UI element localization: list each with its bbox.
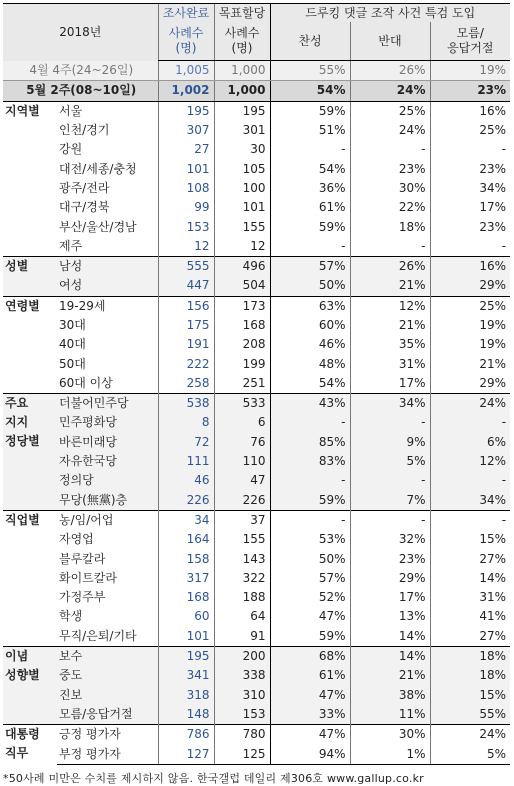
sample-count: 127 xyxy=(158,744,214,764)
target-count: 199 xyxy=(214,354,270,373)
table-row xyxy=(3,256,510,276)
no-pct: - xyxy=(350,413,430,432)
no-pct: 32% xyxy=(350,530,430,549)
table-row xyxy=(3,452,510,471)
subgroup-label: 50대 xyxy=(59,356,86,371)
yes-pct: 33% xyxy=(270,705,350,725)
subgroup-label: 바른미래당 xyxy=(57,433,158,452)
results-table xyxy=(3,3,510,765)
no-pct: 21% xyxy=(350,276,430,296)
subgroup-label: 긍정 평가자 xyxy=(57,725,158,745)
table-row xyxy=(3,646,510,666)
no-pct: - xyxy=(350,510,430,530)
target-count: 251 xyxy=(214,374,270,394)
subgroup-label: 보수 xyxy=(57,646,158,666)
dk-pct: 29% xyxy=(430,374,510,394)
dk-pct: 29% xyxy=(430,276,510,296)
row-label: 4월 4주(24~26일) xyxy=(3,61,158,81)
dk-pct: 24% xyxy=(430,725,510,745)
dk-pct: 18% xyxy=(430,666,510,685)
table-row xyxy=(3,335,510,354)
subgroup-label: 대구/경북 xyxy=(59,200,110,215)
group-label: 지역별 xyxy=(5,103,40,118)
sample-count: 153 xyxy=(158,217,214,236)
no-pct: - xyxy=(350,140,430,159)
no-pct: 17% xyxy=(350,588,430,607)
yes-pct: 57% xyxy=(270,569,350,588)
group-label: 대통령 직무 xyxy=(3,725,57,765)
period-header: 2018년 xyxy=(3,4,158,61)
no-pct: 31% xyxy=(350,354,430,373)
yes-pct: 55% xyxy=(270,61,350,81)
subgroup-label: 40대 xyxy=(59,337,86,352)
yes-pct: 94% xyxy=(270,744,350,764)
current-wave-row xyxy=(3,81,510,101)
no-pct: 22% xyxy=(350,198,430,217)
sample-count: 318 xyxy=(158,686,214,705)
sample-count: 60 xyxy=(158,607,214,626)
footnote: *50사례 미만은 수치를 제시하지 않음. 한국갤럽 데일리 제306호 www.gallup.co.kr xyxy=(3,771,424,785)
dk-pct: 19% xyxy=(430,61,510,81)
dk-pct: - xyxy=(430,510,510,530)
sample-count: 307 xyxy=(158,121,214,140)
dk-pct: 34% xyxy=(430,491,510,511)
subgroup-label: 남성 xyxy=(57,256,158,276)
dk-pct: 23% xyxy=(430,159,510,178)
yes-pct: 53% xyxy=(270,530,350,549)
yes-pct: 61% xyxy=(270,198,350,217)
no-pct: 34% xyxy=(350,394,430,414)
yes-pct: - xyxy=(270,471,350,490)
dk-pct: 23% xyxy=(430,81,510,101)
yes-pct: 48% xyxy=(270,354,350,373)
table-row xyxy=(3,627,510,647)
target-count: 496 xyxy=(214,256,270,276)
table-row xyxy=(3,666,510,685)
target-count: 6 xyxy=(214,413,270,432)
subgroup-label: 화이트칼라 xyxy=(59,570,117,585)
yes-pct: 57% xyxy=(270,256,350,276)
dk-pct: 19% xyxy=(430,335,510,354)
table-row xyxy=(3,510,510,530)
target-count: 208 xyxy=(214,335,270,354)
subgroup-label: 부정 평가자 xyxy=(57,744,158,764)
table-row xyxy=(3,686,510,705)
table-row xyxy=(3,413,510,432)
no-pct: - xyxy=(350,471,430,490)
sample-count: 8 xyxy=(158,413,214,432)
dk-pct: 15% xyxy=(430,686,510,705)
group-label: 연령별 xyxy=(3,296,57,393)
sample-count: 148 xyxy=(158,705,214,725)
table-row xyxy=(3,217,510,236)
subgroup-label: 60대 이상 xyxy=(59,375,113,390)
subgroup-label: 30대 xyxy=(59,318,86,332)
yes-pct: 50% xyxy=(270,276,350,296)
target-count: 155 xyxy=(214,530,270,549)
sample-count: 101 xyxy=(158,159,214,178)
dk-pct: 25% xyxy=(430,296,510,316)
no-pct: 21% xyxy=(350,666,430,685)
table-row xyxy=(3,296,510,316)
target-header-bottom: 사례수 (명) xyxy=(214,22,270,61)
table-row xyxy=(3,316,510,335)
no-pct: 38% xyxy=(350,686,430,705)
subgroup-label: 진보 xyxy=(57,686,158,705)
target-count: 125 xyxy=(214,744,270,764)
sample-count: 46 xyxy=(158,471,214,490)
yes-pct: 59% xyxy=(270,491,350,511)
table-row xyxy=(3,374,510,394)
subgroup-label: 대전/세종/충청 xyxy=(59,161,137,176)
subgroup-label: 더불어민주당 xyxy=(57,394,158,414)
subgroup-label: 자유한국당 xyxy=(57,452,158,471)
target-count: 301 xyxy=(214,121,270,140)
no-pct: 26% xyxy=(350,256,430,276)
no-header: 반대 xyxy=(350,22,430,61)
subgroup-label: 19-29세 xyxy=(57,296,158,316)
sample-count: 222 xyxy=(158,354,214,373)
no-pct: 13% xyxy=(350,607,430,626)
results-table-container xyxy=(3,3,510,786)
sample-count: 168 xyxy=(158,588,214,607)
no-pct: 14% xyxy=(350,646,430,666)
yes-pct: - xyxy=(270,413,350,432)
target-count: 195 xyxy=(214,101,270,121)
subgroup-label: 모름/응답거절 xyxy=(57,705,158,725)
yes-pct: 54% xyxy=(270,159,350,178)
yes-pct: 59% xyxy=(270,217,350,236)
dk-pct: 5% xyxy=(430,744,510,764)
yes-pct: 59% xyxy=(270,627,350,647)
no-pct: - xyxy=(350,237,430,257)
no-pct: 7% xyxy=(350,491,430,511)
table-row xyxy=(3,354,510,373)
yes-pct: 51% xyxy=(270,121,350,140)
sample-count: 317 xyxy=(158,569,214,588)
target-count: 1,000 xyxy=(214,61,270,81)
dk-header: 모름/ 응답거절 xyxy=(430,22,510,61)
sample-count: 99 xyxy=(158,198,214,217)
yes-pct: 83% xyxy=(270,452,350,471)
dk-pct: 24% xyxy=(430,394,510,414)
target-count: 47 xyxy=(214,471,270,490)
sample-count: 786 xyxy=(158,725,214,745)
subgroup-label: 무직/은퇴/기타 xyxy=(59,628,137,643)
subgroup-label: 자영업 xyxy=(59,532,94,547)
target-count: 110 xyxy=(214,452,270,471)
target-count: 37 xyxy=(214,510,270,530)
subgroup-label: 인천/경기 xyxy=(59,123,110,138)
target-count: 168 xyxy=(214,316,270,335)
target-count: 91 xyxy=(214,627,270,647)
target-count: 780 xyxy=(214,725,270,745)
target-count: 226 xyxy=(214,491,270,511)
dk-pct: 12% xyxy=(430,452,510,471)
no-pct: 18% xyxy=(350,217,430,236)
no-pct: 17% xyxy=(350,374,430,394)
table-row xyxy=(3,530,510,549)
no-pct: 11% xyxy=(350,705,430,725)
previous-wave-row xyxy=(3,61,510,81)
yes-pct: 47% xyxy=(270,686,350,705)
yes-pct: 47% xyxy=(270,607,350,626)
target-count: 30 xyxy=(214,140,270,159)
sample-count: 101 xyxy=(158,627,214,647)
target-count: 1,000 xyxy=(214,81,270,101)
dk-pct: 19% xyxy=(430,316,510,335)
target-header-top: 목표할당 xyxy=(214,4,270,23)
target-count: 12 xyxy=(214,237,270,257)
no-pct: 24% xyxy=(350,121,430,140)
subgroup-label: 학생 xyxy=(59,609,83,624)
target-count: 76 xyxy=(214,433,270,452)
table-row xyxy=(3,140,510,159)
sample-count: 447 xyxy=(158,276,214,296)
target-count: 310 xyxy=(214,686,270,705)
no-pct: 14% xyxy=(350,627,430,647)
target-count: 322 xyxy=(214,569,270,588)
target-count: 338 xyxy=(214,666,270,685)
group-label: 직업별 xyxy=(3,510,57,646)
table-row xyxy=(3,121,510,140)
question-header: 드루킹 댓글 조작 사건 특검 도입 xyxy=(270,4,510,23)
target-count: 155 xyxy=(214,217,270,236)
sample-count: 191 xyxy=(158,335,214,354)
yes-pct: 54% xyxy=(270,374,350,394)
subgroup-label: 농/임/어업 xyxy=(57,510,158,530)
yes-pct: - xyxy=(270,237,350,257)
sample-count: 156 xyxy=(158,296,214,316)
dk-pct: 31% xyxy=(430,588,510,607)
sample-count: 538 xyxy=(158,394,214,414)
dk-pct: 16% xyxy=(430,101,510,121)
subgroup-label: 강원 xyxy=(59,142,83,157)
sample-header-top: 조사완료 xyxy=(158,4,214,23)
table-row xyxy=(3,433,510,452)
sample-count: 195 xyxy=(158,101,214,121)
target-count: 504 xyxy=(214,276,270,296)
sample-count: 108 xyxy=(158,179,214,198)
table-row xyxy=(3,394,510,414)
sample-count: 34 xyxy=(158,510,214,530)
subgroup-label: 민주평화당 xyxy=(57,413,158,432)
dk-pct: 27% xyxy=(430,627,510,647)
sample-count: 195 xyxy=(158,646,214,666)
yes-pct: 68% xyxy=(270,646,350,666)
subgroup-label: 가정주부 xyxy=(59,590,106,605)
table-row xyxy=(3,237,510,257)
no-pct: 35% xyxy=(350,335,430,354)
table-row xyxy=(3,588,510,607)
subgroup-label: 제주 xyxy=(59,238,83,253)
yes-pct: 50% xyxy=(270,549,350,568)
sample-count: 341 xyxy=(158,666,214,685)
sample-count: 258 xyxy=(158,374,214,394)
table-row xyxy=(3,179,510,198)
sample-count: 12 xyxy=(158,237,214,257)
no-pct: 12% xyxy=(350,296,430,316)
subgroup-label: 부산/울산/경남 xyxy=(59,219,137,234)
dk-pct: 41% xyxy=(430,607,510,626)
yes-pct: 54% xyxy=(270,81,350,101)
group-label: 이념 성향별 xyxy=(3,646,57,724)
table-row xyxy=(3,471,510,490)
target-count: 100 xyxy=(214,179,270,198)
table-row xyxy=(3,705,510,725)
yes-pct: 46% xyxy=(270,335,350,354)
subgroup-label: 중도 xyxy=(57,666,158,685)
sample-header-bottom: 사례수 (명) xyxy=(158,22,214,61)
sample-count: 555 xyxy=(158,256,214,276)
table-row xyxy=(3,276,510,296)
no-pct: 23% xyxy=(350,549,430,568)
no-pct: 25% xyxy=(350,101,430,121)
table-row xyxy=(3,101,510,121)
group-label: 성별 xyxy=(3,256,57,296)
target-count: 188 xyxy=(214,588,270,607)
no-pct: 29% xyxy=(350,569,430,588)
table-row xyxy=(3,549,510,568)
no-pct: 30% xyxy=(350,179,430,198)
yes-pct: 52% xyxy=(270,588,350,607)
table-row xyxy=(3,607,510,626)
no-pct: 30% xyxy=(350,725,430,745)
dk-pct: - xyxy=(430,413,510,432)
dk-pct: 34% xyxy=(430,179,510,198)
yes-pct: 47% xyxy=(270,725,350,745)
dk-pct: - xyxy=(430,471,510,490)
yes-pct: 61% xyxy=(270,666,350,685)
dk-pct: 23% xyxy=(430,217,510,236)
dk-pct: 16% xyxy=(430,256,510,276)
subgroup-label: 정의당 xyxy=(57,471,158,490)
sample-count: 226 xyxy=(158,491,214,511)
table-row xyxy=(3,725,510,745)
dk-pct: 14% xyxy=(430,569,510,588)
subgroup-label: 서울 xyxy=(59,103,83,118)
no-pct: 5% xyxy=(350,452,430,471)
target-count: 200 xyxy=(214,646,270,666)
yes-pct: - xyxy=(270,510,350,530)
yes-pct: 43% xyxy=(270,394,350,414)
sample-count: 164 xyxy=(158,530,214,549)
target-count: 143 xyxy=(214,549,270,568)
target-count: 64 xyxy=(214,607,270,626)
subgroup-label: 여성 xyxy=(57,276,158,296)
dk-pct: 18% xyxy=(430,646,510,666)
target-count: 533 xyxy=(214,394,270,414)
table-row xyxy=(3,744,510,764)
yes-pct: 36% xyxy=(270,179,350,198)
table-body xyxy=(3,61,510,765)
dk-pct: 25% xyxy=(430,121,510,140)
table-row xyxy=(3,491,510,511)
no-pct: 23% xyxy=(350,159,430,178)
sample-count: 1,005 xyxy=(158,61,214,81)
yes-header: 찬성 xyxy=(270,22,350,61)
subgroup-label: 무당(無黨)층 xyxy=(57,491,158,511)
dk-pct: 27% xyxy=(430,549,510,568)
dk-pct: 21% xyxy=(430,354,510,373)
yes-pct: 63% xyxy=(270,296,350,316)
subgroup-label: 블루칼라 xyxy=(59,551,106,566)
yes-pct: 60% xyxy=(270,316,350,335)
table-row xyxy=(3,198,510,217)
table-row xyxy=(3,159,510,178)
no-pct: 24% xyxy=(350,81,430,101)
no-pct: 26% xyxy=(350,61,430,81)
target-count: 105 xyxy=(214,159,270,178)
no-pct: 21% xyxy=(350,316,430,335)
yes-pct: 85% xyxy=(270,433,350,452)
dk-pct: - xyxy=(430,140,510,159)
target-count: 173 xyxy=(214,296,270,316)
sample-count: 111 xyxy=(158,452,214,471)
sample-count: 175 xyxy=(158,316,214,335)
no-pct: 1% xyxy=(350,744,430,764)
dk-pct: 15% xyxy=(430,530,510,549)
group-label: 주요 지지 정당별 xyxy=(3,394,57,511)
sample-count: 1,002 xyxy=(158,81,214,101)
yes-pct: - xyxy=(270,140,350,159)
dk-pct: 55% xyxy=(430,705,510,725)
subgroup-label: 광주/전라 xyxy=(59,180,110,195)
target-count: 101 xyxy=(214,198,270,217)
table-row xyxy=(3,569,510,588)
target-count: 153 xyxy=(214,705,270,725)
dk-pct: 17% xyxy=(430,198,510,217)
dk-pct: - xyxy=(430,237,510,257)
sample-count: 27 xyxy=(158,140,214,159)
dk-pct: 6% xyxy=(430,433,510,452)
sample-count: 72 xyxy=(158,433,214,452)
row-label: 5월 2주(08~10일) xyxy=(3,81,158,101)
sample-count: 158 xyxy=(158,549,214,568)
yes-pct: 59% xyxy=(270,101,350,121)
no-pct: 9% xyxy=(350,433,430,452)
